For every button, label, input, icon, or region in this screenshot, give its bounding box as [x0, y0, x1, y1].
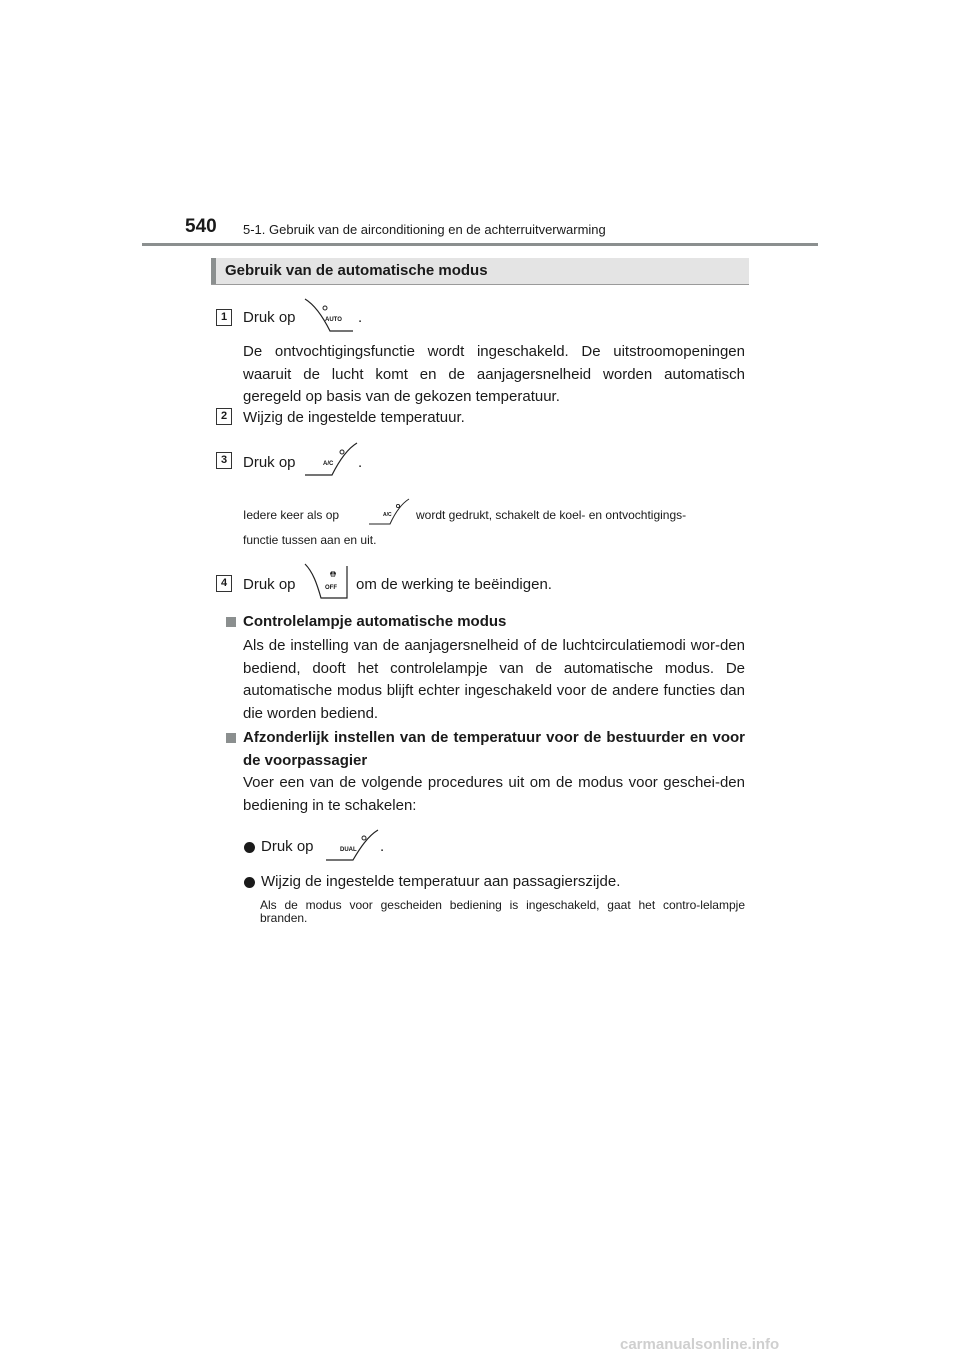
section-title: Gebruik van de automatische modus	[225, 262, 488, 279]
step-3-note-line2: functie tussen aan en uit.	[243, 533, 377, 547]
separate-title: Afzonderlijk instellen van de temperatuur voor de bestuurder en voor de voorpassagier	[243, 729, 745, 769]
step-1-prefix: Druk op	[243, 309, 296, 326]
step-3-suffix: .	[358, 454, 363, 471]
header-divider	[142, 243, 818, 246]
step-1-line	[243, 309, 296, 326]
bullet-1-suffix: .	[380, 838, 385, 855]
step-4-prefix: Druk op	[243, 576, 296, 593]
watermark: carmanualsonline.info	[620, 1336, 780, 1353]
section-header	[211, 258, 749, 285]
ac-button-icon-small	[367, 497, 411, 527]
off-button-icon	[303, 562, 349, 602]
auto-button-icon	[303, 297, 355, 335]
page-number: 540	[185, 216, 217, 237]
square-bullet	[226, 733, 236, 743]
ac-button-icon	[303, 441, 359, 479]
ac-button-label: A/C	[323, 461, 334, 467]
indicator-title: Controlelampje automatische modus	[243, 613, 507, 630]
bullet-2-text: Wijzig de ingestelde temperatuur aan passagierszijde.	[261, 873, 621, 890]
step-number-3: 3	[216, 452, 232, 469]
step-number-4: 4	[216, 575, 232, 592]
ac-button-label-small: A/C	[383, 512, 392, 518]
dual-button-icon	[324, 828, 380, 864]
bullet-1-prefix: Druk op	[261, 838, 314, 855]
step-3-note-suffix: wordt gedrukt, schakelt de koel- en ontvochtigings-	[416, 508, 687, 522]
step-3-note-prefix: Iedere keer als op	[243, 508, 340, 522]
indicator-text: Als de instelling van de aanjagersnelheid of de luchtcirculatiemodi wor-den bediend, dooft het controlelampje van de automatische modus. De automatische modus blijft echter ingeschakeld voor de andere functies dan die worden bediend.	[243, 637, 745, 722]
auto-button-label: AUTO	[325, 317, 342, 323]
round-bullet	[244, 842, 255, 853]
chapter-title: 5-1. Gebruik van de airconditioning en de achterruitverwarming	[243, 222, 606, 237]
separate-text: Voer een van de volgende procedures uit om de modus voor geschei-den bediening in te schakelen:	[243, 774, 745, 814]
round-bullet	[244, 877, 255, 888]
step-3-prefix: Druk op	[243, 454, 296, 471]
step-1-suffix: .	[358, 309, 363, 326]
square-bullet	[226, 617, 236, 627]
separate-note: Als de modus voor gescheiden bediening is ingeschakeld, gaat het contro-lelampje branden.	[260, 898, 745, 925]
dual-button-label: DUAL	[340, 847, 357, 853]
step-1-description: De ontvochtigingsfunctie wordt ingeschakeld. De uitstroomopeningen waaruit de lucht komt en de aanjagersnelheid worden automatisch geregeld op basis van de gekozen temperatuur.	[243, 343, 745, 405]
off-button-label: OFF	[325, 585, 337, 591]
step-number-1: 1	[216, 309, 232, 326]
step-number-2: 2	[216, 408, 232, 425]
step-2-text: Wijzig de ingestelde temperatuur.	[243, 409, 465, 426]
step-4-suffix: om de werking te beëindigen.	[356, 576, 552, 593]
